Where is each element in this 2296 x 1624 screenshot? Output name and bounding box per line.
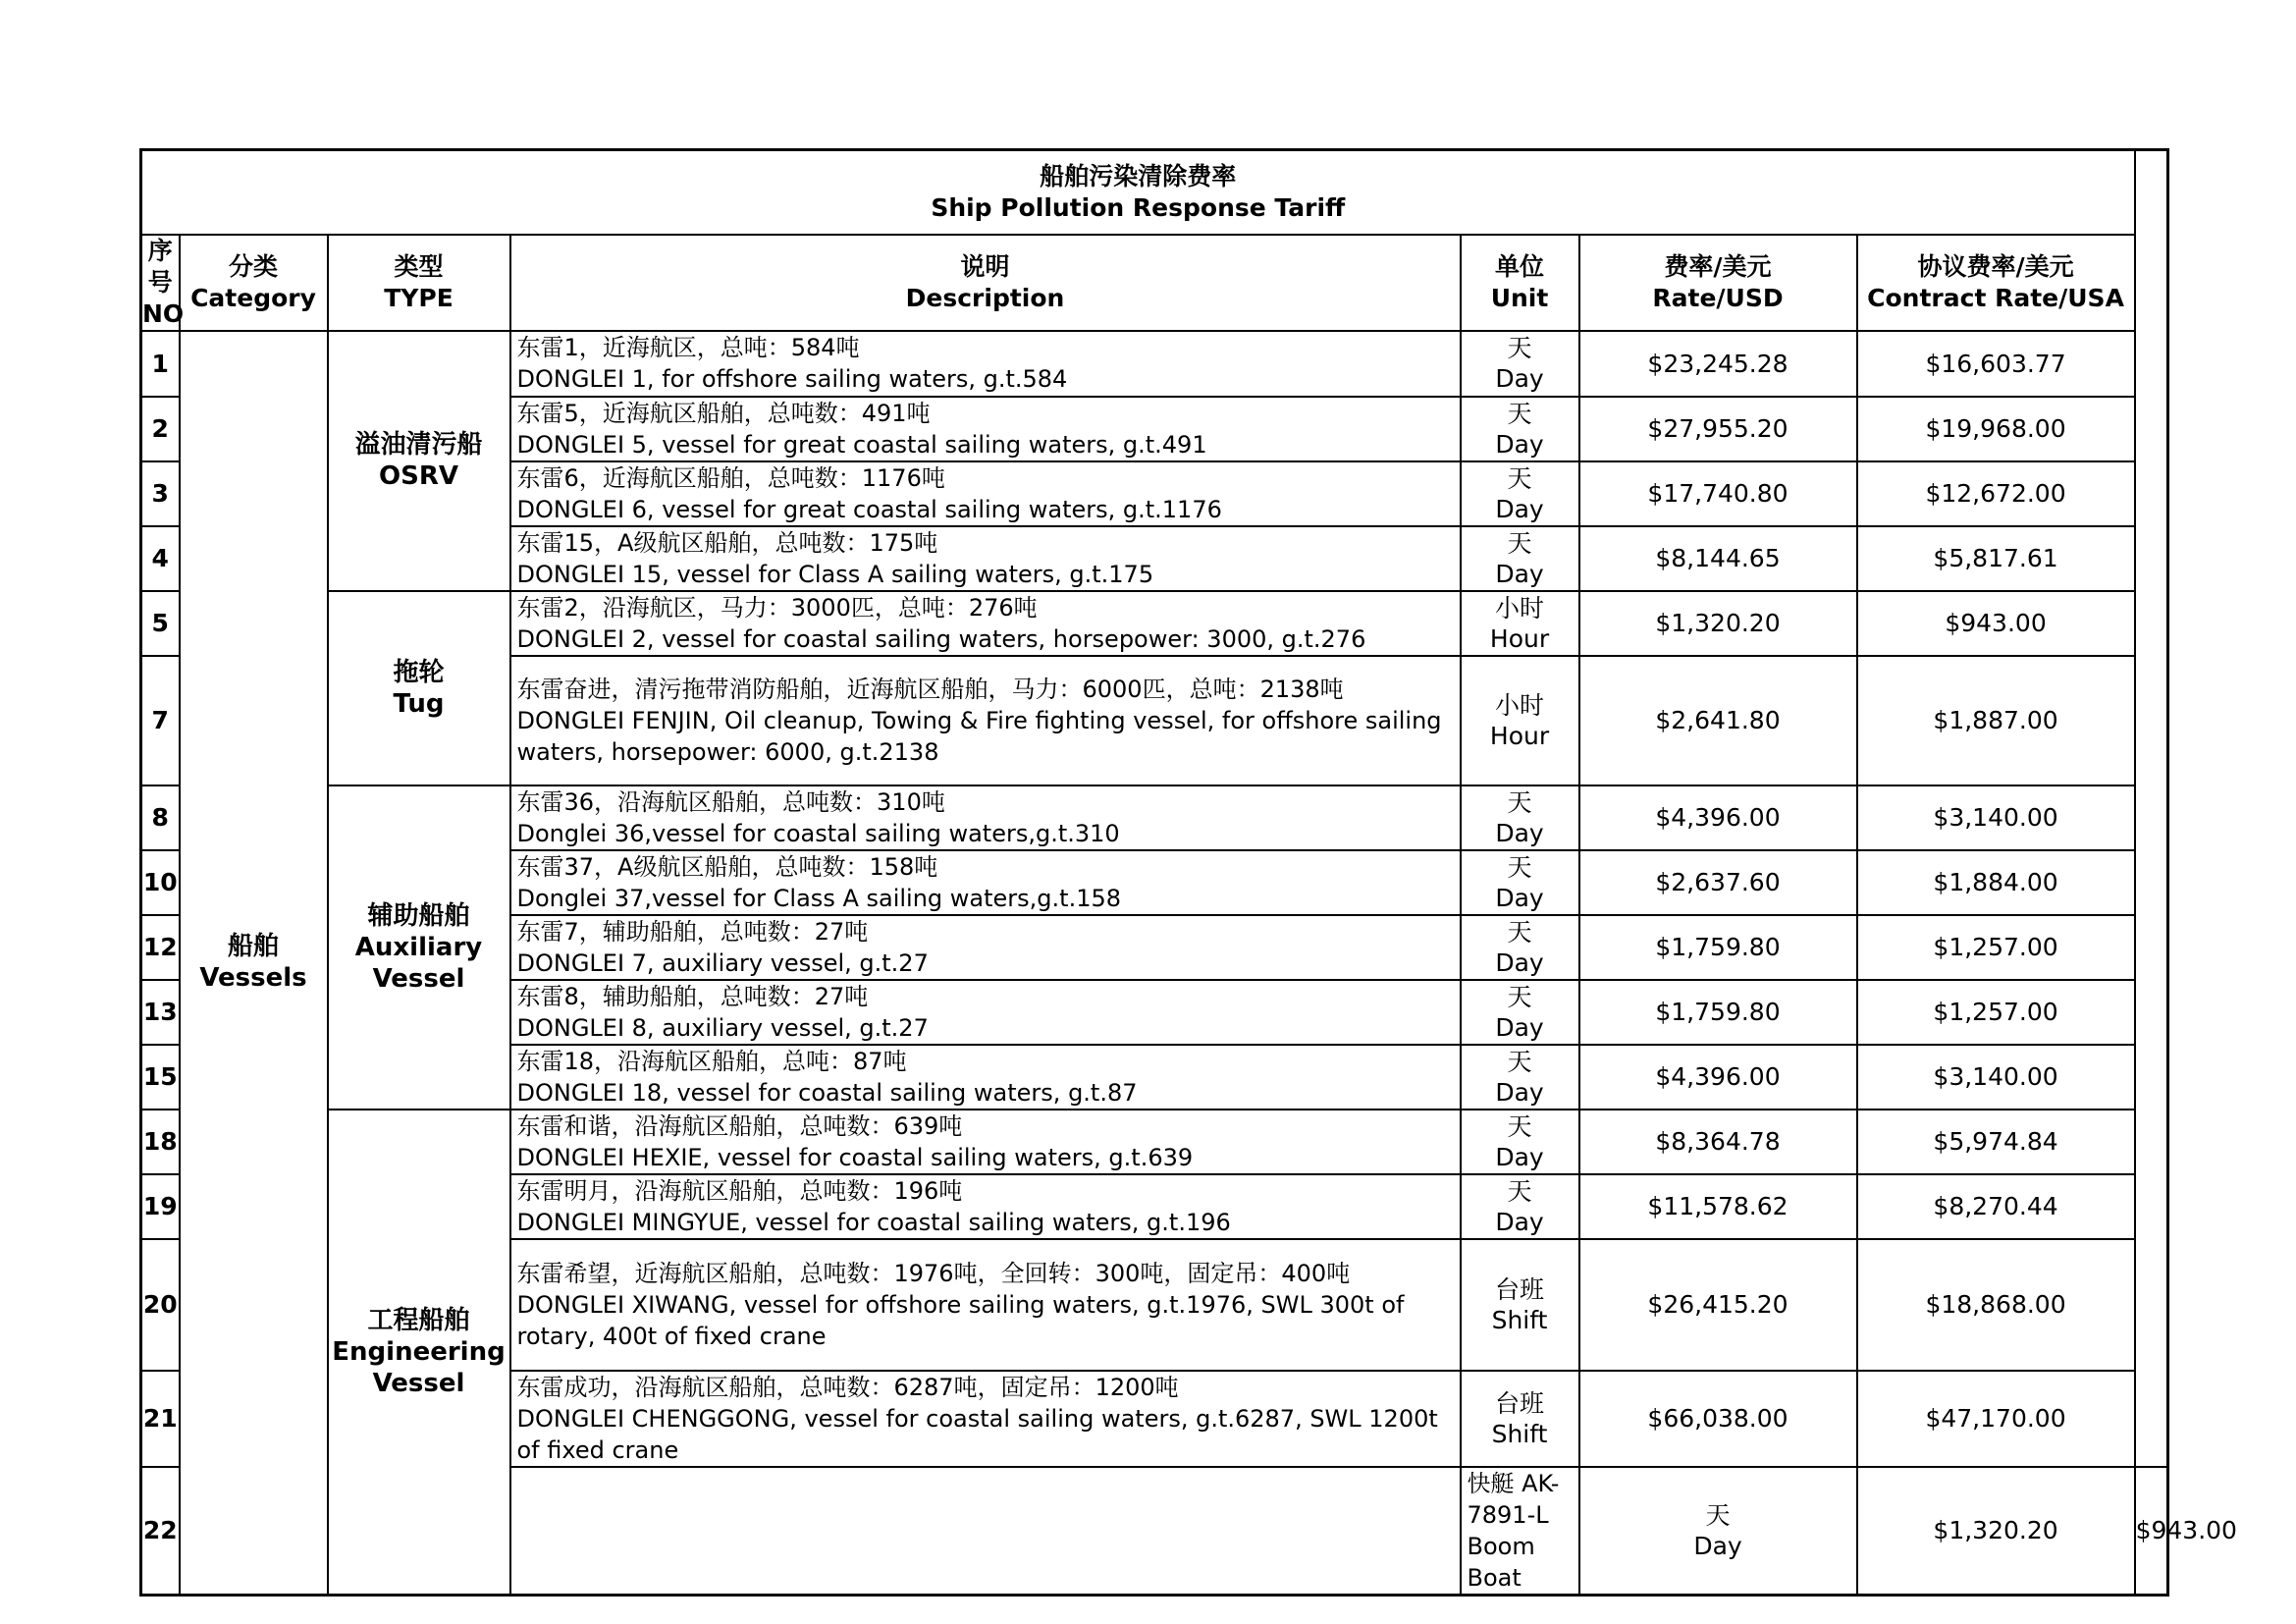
unit-en: Day bbox=[1495, 494, 1544, 523]
header-no bbox=[141, 235, 185, 331]
header-unit-en: Unit bbox=[1490, 283, 1549, 312]
table-row bbox=[141, 331, 2168, 397]
unit-zh: 台班 bbox=[1494, 1388, 1544, 1418]
type-zh: 拖轮 bbox=[393, 657, 445, 687]
unit-zh: 台班 bbox=[1494, 1274, 1544, 1304]
contract-rate-cell: $1,884.00 bbox=[1857, 850, 2135, 915]
type-cell bbox=[328, 1110, 510, 1596]
header-category-en: Category bbox=[190, 283, 316, 312]
unit-cell bbox=[1461, 397, 1579, 461]
type-en: Engineering bbox=[332, 1336, 506, 1367]
unit-en: Day bbox=[1495, 1142, 1544, 1171]
unit-en: Day bbox=[1495, 883, 1544, 912]
description-zh: 东雷和谐，沿海航区船舶，总吨数：639吨 bbox=[516, 1111, 963, 1140]
description-cell bbox=[510, 915, 1461, 980]
description-en: DONGLEI 15, vessel for Class A sailing waters, g.t.175 bbox=[516, 560, 1154, 588]
unit-zh: 天 bbox=[1507, 852, 1532, 882]
contract-rate-cell: $943.00 bbox=[1857, 591, 2135, 656]
description-zh: 东雷7，辅助船舶，总吨数：27吨 bbox=[516, 917, 869, 946]
description-cell bbox=[510, 526, 1461, 591]
type-cell bbox=[328, 591, 510, 785]
description-en: DONGLEI 18, vessel for coastal sailing waters, g.t.87 bbox=[516, 1078, 1138, 1107]
contract-rate-cell: $8,270.44 bbox=[1857, 1174, 2135, 1239]
unit-cell bbox=[1461, 1371, 1579, 1467]
table-title bbox=[141, 150, 2135, 235]
rate-cell: $4,396.00 bbox=[1579, 1045, 1857, 1110]
contract-rate-cell: $16,603.77 bbox=[1857, 331, 2135, 397]
header-contract-rate bbox=[1857, 235, 2135, 331]
header-type-zh: 类型 bbox=[394, 251, 444, 281]
description-en: DONGLEI 8, auxiliary vessel, g.t.27 bbox=[516, 1013, 929, 1042]
description-cell bbox=[510, 1174, 1461, 1239]
unit-zh: 天 bbox=[1507, 917, 1532, 947]
description-en: DONGLEI FENJIN, Oil cleanup, Towing & Fire fighting vessel, for offshore sailing waters, horsepower: 6000, g.t.2138 bbox=[516, 706, 1442, 766]
rate-cell: $26,415.20 bbox=[1579, 1239, 1857, 1371]
description-cell bbox=[510, 656, 1461, 785]
type-cell-empty bbox=[510, 1467, 1461, 1596]
table-row bbox=[141, 1110, 2168, 1174]
description-en: DONGLEI 5, vessel for great coastal sailing waters, g.t.491 bbox=[516, 430, 1207, 459]
row-no: 10 bbox=[141, 850, 180, 915]
description-zh: 快艇 AK-7891-L bbox=[1467, 1469, 1560, 1529]
rate-cell: $17,740.80 bbox=[1579, 461, 1857, 526]
rate-cell: $2,637.60 bbox=[1579, 850, 1857, 915]
type-zh: 工程船舶 bbox=[367, 1305, 470, 1335]
unit-en: Hour bbox=[1489, 623, 1550, 653]
unit-cell bbox=[1461, 1239, 1579, 1371]
description-en: DONGLEI MINGYUE, vessel for coastal sailing waters, g.t.196 bbox=[516, 1208, 1231, 1236]
header-category bbox=[180, 235, 328, 331]
unit-zh: 天 bbox=[1507, 982, 1532, 1011]
description-en: Boom Boat bbox=[1467, 1532, 1535, 1592]
contract-rate-cell: $19,968.00 bbox=[1857, 397, 2135, 461]
contract-rate-cell: $18,868.00 bbox=[1857, 1239, 2135, 1371]
unit-en: Day bbox=[1495, 1077, 1544, 1107]
contract-rate-cell: $3,140.00 bbox=[1857, 785, 2135, 850]
description-cell bbox=[510, 1110, 1461, 1174]
description-zh: 东雷6，近海航区船舶，总吨数：1176吨 bbox=[516, 463, 945, 492]
type-en-2: Vessel bbox=[372, 963, 465, 994]
row-no: 1 bbox=[141, 331, 180, 397]
unit-zh: 天 bbox=[1507, 1176, 1532, 1206]
description-cell bbox=[510, 331, 1461, 397]
unit-cell bbox=[1461, 980, 1579, 1045]
description-cell bbox=[510, 591, 1461, 656]
description-zh: 东雷奋进，清污拖带消防船舶，近海航区船舶，马力：6000匹，总吨：2138吨 bbox=[516, 675, 1344, 703]
type-en: Tug bbox=[393, 688, 445, 719]
unit-zh: 天 bbox=[1507, 787, 1532, 817]
contract-rate-cell: $1,257.00 bbox=[1857, 980, 2135, 1045]
description-cell bbox=[510, 785, 1461, 850]
header-unit bbox=[1461, 235, 1579, 331]
row-no: 18 bbox=[141, 1110, 180, 1174]
row-no: 12 bbox=[141, 915, 180, 980]
unit-cell bbox=[1461, 915, 1579, 980]
rate-cell: $1,320.20 bbox=[1857, 1467, 2135, 1596]
type-zh: 溢油清污船 bbox=[354, 430, 483, 460]
unit-cell bbox=[1461, 656, 1579, 785]
description-zh: 东雷2，沿海航区，马力：3000匹，总吨：276吨 bbox=[516, 593, 1038, 622]
unit-cell bbox=[1461, 1174, 1579, 1239]
description-zh: 东雷37，A级航区船舶，总吨数：158吨 bbox=[516, 852, 938, 881]
table-body bbox=[141, 331, 2237, 1596]
description-zh: 东雷18，沿海航区船舶，总吨：87吨 bbox=[516, 1047, 907, 1075]
header-description bbox=[510, 235, 1461, 331]
contract-rate-cell: $943.00 bbox=[2135, 1467, 2168, 1596]
header-unit-zh: 单位 bbox=[1494, 251, 1544, 281]
row-no: 22 bbox=[141, 1467, 180, 1596]
row-no: 5 bbox=[141, 591, 180, 656]
unit-en: Day bbox=[1495, 559, 1544, 588]
header-no-en: NO bbox=[142, 298, 185, 328]
unit-zh: 天 bbox=[1507, 528, 1532, 558]
unit-en: Day bbox=[1495, 429, 1544, 459]
type-en: Auxiliary bbox=[354, 932, 483, 962]
unit-zh: 天 bbox=[1507, 463, 1532, 493]
row-no: 13 bbox=[141, 980, 180, 1045]
description-zh: 东雷15，A级航区船舶，总吨数：175吨 bbox=[516, 528, 938, 557]
contract-rate-cell: $47,170.00 bbox=[1857, 1371, 2135, 1467]
header-contract-rate-en: Contract Rate/USA bbox=[1867, 283, 2124, 312]
row-no: 19 bbox=[141, 1174, 180, 1239]
header-description-en: Description bbox=[905, 283, 1065, 312]
category-zh: 船舶 bbox=[227, 932, 279, 961]
description-en: DONGLEI XIWANG, vessel for offshore sailing waters, g.t.1976, SWL 300t of rotary, 400t of fixed crane bbox=[516, 1290, 1405, 1350]
header-contract-rate-zh: 协议费率/美元 bbox=[1917, 251, 2074, 281]
header-description-zh: 说明 bbox=[960, 251, 1010, 281]
contract-rate-cell: $5,974.84 bbox=[1857, 1110, 2135, 1174]
tariff-table bbox=[139, 148, 2237, 1597]
type-cell bbox=[328, 785, 510, 1110]
header-rate bbox=[1579, 235, 1857, 331]
unit-cell bbox=[1579, 1467, 1857, 1596]
header-category-zh: 分类 bbox=[228, 251, 278, 281]
description-cell bbox=[510, 461, 1461, 526]
unit-zh: 天 bbox=[1705, 1500, 1731, 1530]
unit-zh: 小时 bbox=[1494, 593, 1544, 623]
contract-rate-cell: $1,257.00 bbox=[1857, 915, 2135, 980]
contract-rate-cell: $5,817.61 bbox=[1857, 526, 2135, 591]
header-rate-zh: 费率/美元 bbox=[1664, 251, 1772, 281]
title-zh: 船舶污染清除费率 bbox=[1040, 161, 1237, 190]
row-no: 4 bbox=[141, 526, 180, 591]
contract-rate-cell: $3,140.00 bbox=[1857, 1045, 2135, 1110]
unit-cell bbox=[1461, 785, 1579, 850]
rate-cell: $4,396.00 bbox=[1579, 785, 1857, 850]
unit-en: Day bbox=[1495, 364, 1544, 393]
row-no: 15 bbox=[141, 1045, 180, 1110]
description-cell bbox=[510, 1371, 1461, 1467]
unit-zh: 天 bbox=[1507, 334, 1532, 362]
unit-cell bbox=[1461, 1110, 1579, 1174]
header-type-en: TYPE bbox=[384, 283, 454, 312]
description-en: Donglei 37,vessel for Class A sailing waters,g.t.158 bbox=[516, 884, 1122, 912]
rate-cell: $1,759.80 bbox=[1579, 980, 1857, 1045]
unit-cell bbox=[1461, 461, 1579, 526]
title-en: Ship Pollution Response Tariff bbox=[931, 192, 1346, 222]
unit-zh: 天 bbox=[1507, 399, 1532, 428]
rate-cell: $8,144.65 bbox=[1579, 526, 1857, 591]
table-row bbox=[141, 591, 2168, 656]
category-cell bbox=[180, 331, 328, 1596]
description-zh: 东雷成功，沿海航区船舶，总吨数：6287吨，固定吊：1200吨 bbox=[516, 1373, 1179, 1401]
description-en: DONGLEI HEXIE, vessel for coastal sailing waters, g.t.639 bbox=[516, 1143, 1194, 1171]
contract-rate-cell: $1,887.00 bbox=[1857, 656, 2135, 785]
unit-en: Hour bbox=[1489, 721, 1550, 750]
type-cell bbox=[328, 331, 510, 591]
description-en: DONGLEI 6, vessel for great coastal sailing waters, g.t.1176 bbox=[516, 495, 1222, 523]
description-en: DONGLEI 7, auxiliary vessel, g.t.27 bbox=[516, 948, 929, 977]
header-type bbox=[328, 235, 510, 331]
description-zh: 东雷明月，沿海航区船舶，总吨数：196吨 bbox=[516, 1176, 963, 1205]
description-cell bbox=[510, 980, 1461, 1045]
row-no: 8 bbox=[141, 785, 180, 850]
unit-cell bbox=[1461, 1045, 1579, 1110]
table-row bbox=[141, 785, 2168, 850]
row-no: 20 bbox=[141, 1239, 180, 1371]
description-cell bbox=[510, 850, 1461, 915]
description-zh: 东雷5，近海航区船舶，总吨数：491吨 bbox=[516, 399, 931, 427]
rate-cell: $27,955.20 bbox=[1579, 397, 1857, 461]
unit-cell bbox=[1461, 331, 1579, 397]
row-no: 7 bbox=[141, 656, 180, 785]
rate-cell: $23,245.28 bbox=[1579, 331, 1857, 397]
unit-en: Shift bbox=[1491, 1305, 1548, 1334]
type-zh: 辅助船舶 bbox=[367, 900, 470, 931]
description-cell bbox=[510, 1045, 1461, 1110]
rate-cell: $8,364.78 bbox=[1579, 1110, 1857, 1174]
description-cell bbox=[510, 1239, 1461, 1371]
unit-zh: 天 bbox=[1507, 1047, 1532, 1076]
contract-rate-cell: $12,672.00 bbox=[1857, 461, 2135, 526]
description-en: DONGLEI 1, for offshore sailing waters, g.t.584 bbox=[516, 365, 1068, 393]
description-cell bbox=[1461, 1467, 1579, 1596]
unit-en: Shift bbox=[1491, 1419, 1548, 1448]
unit-en: Day bbox=[1495, 1207, 1544, 1236]
row-no: 3 bbox=[141, 461, 180, 526]
rate-cell: $1,759.80 bbox=[1579, 915, 1857, 980]
unit-zh: 天 bbox=[1507, 1111, 1532, 1141]
unit-cell bbox=[1461, 526, 1579, 591]
row-no: 2 bbox=[141, 397, 180, 461]
description-cell bbox=[510, 397, 1461, 461]
unit-en: Day bbox=[1495, 947, 1544, 977]
unit-cell bbox=[1461, 591, 1579, 656]
rate-cell: $2,641.80 bbox=[1579, 656, 1857, 785]
unit-en: Day bbox=[1495, 1012, 1544, 1042]
description-zh: 东雷36，沿海航区船舶，总吨数：310吨 bbox=[516, 787, 945, 816]
header-no-zh: 序号 bbox=[147, 236, 173, 297]
unit-cell bbox=[1461, 850, 1579, 915]
rate-cell: $66,038.00 bbox=[1579, 1371, 1857, 1467]
description-en: DONGLEI CHENGGONG, vessel for coastal sailing waters, g.t.6287, SWL 1200t of fixed crane bbox=[516, 1404, 1438, 1464]
description-zh: 东雷1，近海航区，总吨：584吨 bbox=[516, 334, 860, 361]
description-zh: 东雷8，辅助船舶，总吨数：27吨 bbox=[516, 982, 869, 1010]
row-no: 21 bbox=[141, 1371, 180, 1467]
rate-cell: $1,320.20 bbox=[1579, 591, 1857, 656]
category-en: Vessels bbox=[199, 963, 307, 993]
unit-en: Day bbox=[1495, 818, 1544, 847]
unit-zh: 小时 bbox=[1494, 690, 1544, 720]
description-zh: 东雷希望，近海航区船舶，总吨数：1976吨，全回转：300吨，固定吊：400吨 bbox=[516, 1259, 1351, 1287]
description-en: DONGLEI 2, vessel for coastal sailing waters, horsepower: 3000, g.t.276 bbox=[516, 624, 1366, 653]
type-en-2: Vessel bbox=[372, 1368, 465, 1398]
description-en: Donglei 36,vessel for coastal sailing waters,g.t.310 bbox=[516, 819, 1120, 847]
header-rate-en: Rate/USD bbox=[1652, 283, 1784, 312]
unit-en: Day bbox=[1693, 1531, 1742, 1560]
rate-cell: $11,578.62 bbox=[1579, 1174, 1857, 1239]
type-en: OSRV bbox=[379, 461, 458, 491]
